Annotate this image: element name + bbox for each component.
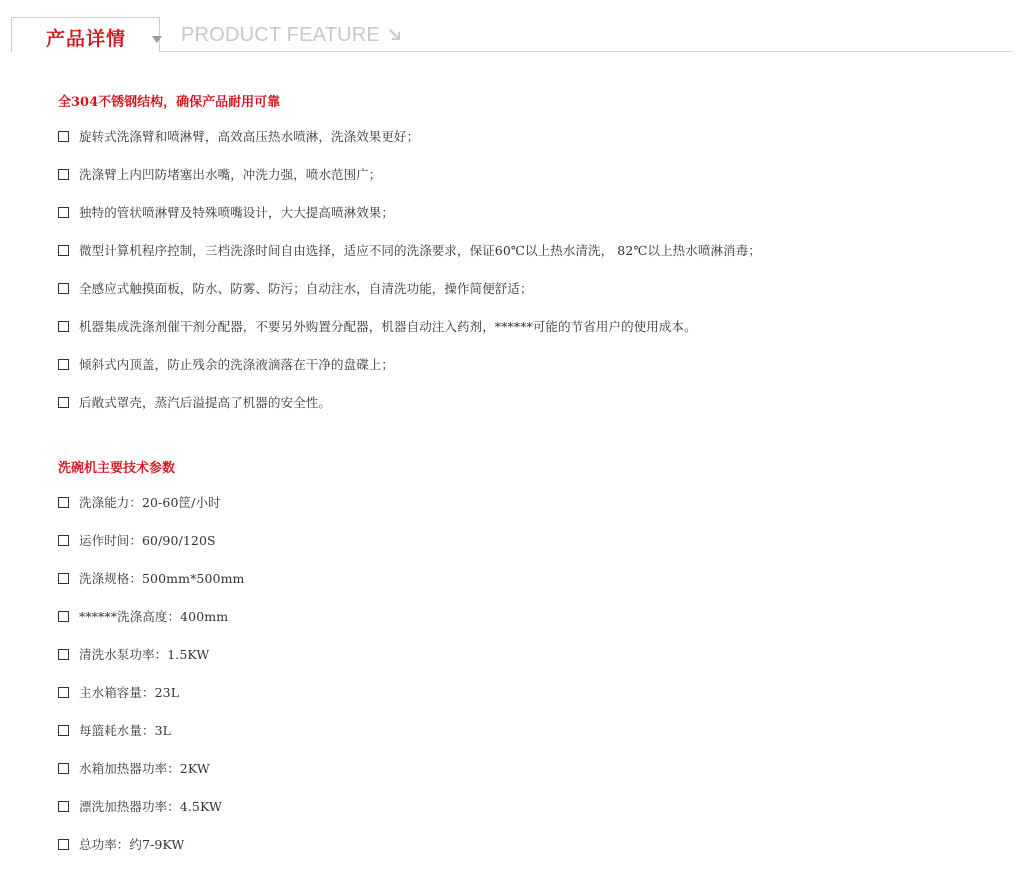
checkbox-icon — [58, 839, 69, 850]
spec-item — [58, 759, 210, 777]
checkbox-icon — [58, 397, 69, 408]
section-subtitle: PRODUCT FEATURE — [181, 24, 380, 46]
spec-item-text: 运作时间：60/90/120S — [79, 533, 216, 548]
spec-item — [58, 645, 209, 663]
spec-item — [58, 721, 171, 739]
feature-item — [58, 317, 697, 335]
feature-item-text: 全感应式触摸面板，防水、防雾、防污；自动注水，自清洗功能，操作简便舒适； — [79, 281, 533, 296]
feature-item-text: 微型计算机程序控制，三档洗涤时间自由选择，适应不同的洗涤要求，保证60℃以上热水清洗， 82℃以上热水喷淋消毒； — [79, 243, 761, 258]
spec-item-text: 洗涤规格：500mm*500mm — [79, 571, 245, 586]
feature-item — [58, 355, 394, 373]
features-heading: 全304不锈钢结构，确保产品耐用可靠 — [58, 95, 281, 110]
checkbox-icon — [58, 207, 69, 218]
checkbox-icon — [58, 649, 69, 660]
checkbox-icon — [58, 725, 69, 736]
spec-item-text: 洗涤能力：20-60筐/小时 — [79, 495, 221, 510]
feature-item-text: 独特的管状喷淋臂及特殊喷嘴设计，大大提高喷淋效果； — [79, 205, 395, 220]
checkbox-icon — [58, 687, 69, 698]
feature-item-text: 后敞式罩壳，蒸汽后溢提高了机器的安全性。 — [79, 395, 332, 410]
feature-item — [58, 241, 761, 259]
spec-item — [58, 797, 222, 815]
checkbox-icon — [58, 497, 69, 508]
checkbox-icon — [58, 245, 69, 256]
chevron-down-icon — [152, 36, 162, 43]
header-divider — [10, 51, 1013, 52]
spec-item-text: 每篮耗水量：3L — [79, 723, 172, 738]
spec-item — [58, 569, 244, 587]
spec-item — [58, 493, 221, 511]
feature-item-text: 洗涤臂上内凹防堵塞出水嘴，冲洗力强，喷水范围广； — [79, 167, 382, 182]
spec-item — [58, 531, 216, 549]
spec-item-text: 漂洗加热器功率：4.5KW — [79, 799, 222, 814]
spec-item-text: 水箱加热器功率：2KW — [79, 761, 210, 776]
checkbox-icon — [58, 763, 69, 774]
spec-item-text: 主水箱容量：23L — [79, 685, 180, 700]
spec-item — [58, 683, 179, 701]
feature-item — [58, 203, 394, 221]
feature-item — [58, 393, 331, 411]
checkbox-icon — [58, 321, 69, 332]
spec-item — [58, 607, 228, 625]
feature-item — [58, 127, 419, 145]
feature-item-text: 机器集成洗涤剂催干剂分配器，不要另外购置分配器，机器自动注入药剂，******可能的节省用户的使用成本。 — [79, 319, 697, 334]
checkbox-icon — [58, 535, 69, 546]
checkbox-icon — [58, 611, 69, 622]
checkbox-icon — [58, 573, 69, 584]
spec-item — [58, 835, 184, 853]
spec-item-text: 清洗水泵功率：1.5KW — [79, 647, 210, 662]
title-tab — [11, 17, 160, 52]
feature-item — [58, 165, 381, 183]
specs-heading: 洗碗机主要技术参数 — [58, 461, 176, 476]
section-title: 产品详情 — [46, 28, 127, 50]
feature-item-text: 倾斜式内顶盖，防止残余的洗涤液滴落在干净的盘碟上； — [79, 357, 395, 372]
feature-item — [58, 279, 533, 297]
checkbox-icon — [58, 801, 69, 812]
section-header — [0, 0, 1023, 60]
spec-item-text: 总功率：约7-9KW — [79, 837, 185, 852]
feature-item-text: 旋转式洗涤臂和喷淋臂，高效高压热水喷淋，洗涤效果更好； — [79, 129, 420, 144]
checkbox-icon — [58, 359, 69, 370]
checkbox-icon — [58, 169, 69, 180]
checkbox-icon — [58, 283, 69, 294]
arrow-down-right-icon — [387, 27, 403, 43]
spec-item-text: ******洗涤高度：400mm — [79, 609, 229, 624]
checkbox-icon — [58, 131, 69, 142]
